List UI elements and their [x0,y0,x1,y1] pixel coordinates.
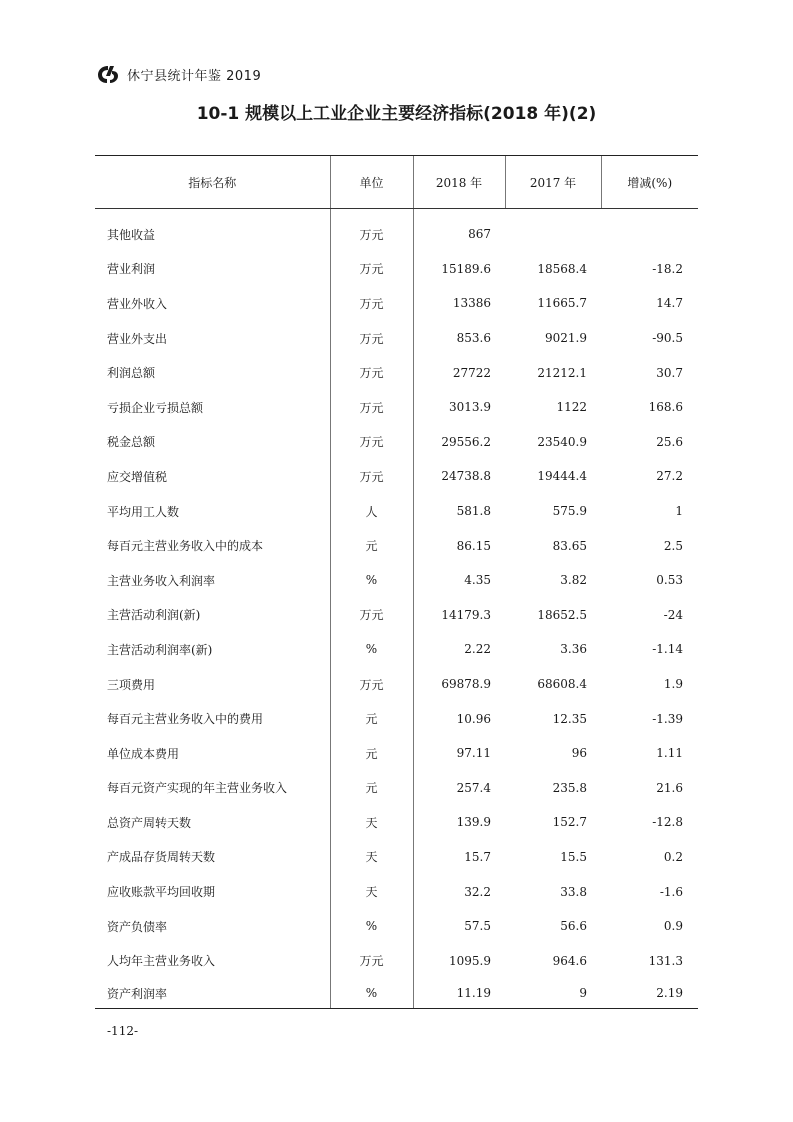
value-2017: 235.8 [552,780,587,795]
change-percent: 0.2 [663,849,683,864]
table-row [95,425,698,460]
table-row [95,909,698,944]
value-2018: 257.4 [456,780,491,795]
unit: % [330,909,413,944]
change-percent: 1 [675,504,683,519]
unit: 万元 [330,943,413,978]
unit: 元 [330,528,413,563]
unit: 万元 [330,355,413,390]
value-2017 [505,209,601,252]
unit: 万元 [330,425,413,460]
table-row [95,209,698,252]
unit: % [330,978,413,1008]
table-header-row [95,156,698,209]
book-title: 休宁县统计年鉴 2019 [127,68,262,84]
table-row [95,874,698,909]
table-row [95,805,698,840]
value-2018: 853.6 [456,331,491,346]
change-percent: 0.9 [663,919,683,934]
table-row [95,771,698,806]
page-number: -112- [107,1024,139,1038]
change-percent [601,209,698,252]
indicator-name: 平均用工人数 [107,504,180,519]
unit: 万元 [330,209,413,252]
column-header-2018: 2018 年 [413,156,505,209]
indicator-name: 应收账款平均回收期 [107,885,216,900]
table-row [95,355,698,390]
value-2017: 56.6 [560,919,587,934]
value-2018: 867 [468,227,491,242]
table-row [95,598,698,633]
value-2017: 83.65 [552,538,587,553]
value-2017: 19444.4 [537,469,587,484]
table-row [95,390,698,425]
value-2017: 152.7 [552,815,587,830]
table-row [95,252,698,287]
table-row [95,736,698,771]
page-header [95,62,261,86]
table-row [95,840,698,875]
indicator-name: 三项费用 [107,677,156,692]
value-2017: 21212.1 [537,365,587,380]
table-row [95,978,698,1008]
value-2018: 29556.2 [441,434,491,449]
value-2018: 14179.3 [441,607,491,622]
indicator-name: 主营活动利润率(新) [107,642,213,657]
unit: 万元 [330,598,413,633]
column-header-change: 增减(%) [601,156,698,209]
table-row [95,321,698,356]
value-2017: 11665.7 [537,296,587,311]
table-body [95,209,698,1009]
change-percent: 2.19 [656,986,683,1001]
value-2018: 1095.9 [449,953,491,968]
value-2018: 11.19 [456,986,491,1001]
indicator-name: 营业外收入 [107,296,168,311]
value-2018: 2.22 [464,642,491,657]
table-row [95,494,698,529]
column-header-2017: 2017 年 [505,156,601,209]
unit: 万元 [330,252,413,287]
table-row [95,563,698,598]
table-row [95,632,698,667]
value-2018: 581.8 [456,504,491,519]
indicator-name: 应交增值税 [107,469,168,484]
value-2017: 9 [579,986,587,1001]
change-percent: 21.6 [656,780,683,795]
change-percent: 14.7 [656,296,683,311]
unit: % [330,632,413,667]
value-2018: 139.9 [456,815,491,830]
indicator-name: 单位成本费用 [107,746,180,761]
table-row [95,528,698,563]
indicator-name: 亏损企业亏损总额 [107,400,204,415]
value-2018: 4.35 [464,573,491,588]
value-2018: 15.7 [464,849,491,864]
indicator-name: 其他收益 [107,227,156,242]
indicator-name: 每百元主营业务收入中的费用 [107,712,264,727]
indicator-name: 营业利润 [107,262,156,277]
value-2017: 33.8 [560,884,587,899]
value-2018: 86.15 [456,538,491,553]
value-2017: 3.82 [560,573,587,588]
value-2017: 68608.4 [537,677,587,692]
value-2018: 10.96 [456,711,491,726]
unit: % [330,563,413,598]
value-2017: 9021.9 [545,331,587,346]
indicator-name: 人均年主营业务收入 [107,954,216,969]
value-2018: 3013.9 [449,400,491,415]
unit: 万元 [330,286,413,321]
value-2017: 18652.5 [537,607,587,622]
column-header-indicator: 指标名称 [95,156,330,209]
unit: 万元 [330,321,413,356]
value-2017: 23540.9 [537,434,587,449]
value-2017: 12.35 [552,711,587,726]
column-header-unit: 单位 [330,156,413,209]
indicator-name: 主营业务收入利润率 [107,573,216,588]
change-percent: 131.3 [648,953,683,968]
change-percent: 1.9 [663,677,683,692]
indicator-name: 每百元主营业务收入中的成本 [107,539,264,554]
value-2017: 3.36 [560,642,587,657]
unit: 天 [330,805,413,840]
change-percent: 27.2 [656,469,683,484]
unit: 元 [330,771,413,806]
value-2017: 575.9 [552,504,587,519]
table-row [95,943,698,978]
change-percent: -90.5 [652,331,683,346]
value-2017: 18568.4 [537,261,587,276]
value-2018: 32.2 [464,884,491,899]
change-percent: -18.2 [652,261,683,276]
unit: 万元 [330,390,413,425]
table-row [95,459,698,494]
table-row [95,667,698,702]
unit: 天 [330,874,413,909]
change-percent: -1.39 [652,711,683,726]
change-percent: -12.8 [652,815,683,830]
unit: 万元 [330,667,413,702]
change-percent: -1.6 [659,884,683,899]
indicator-name: 营业外支出 [107,331,168,346]
value-2018: 69878.9 [441,677,491,692]
table-row [95,701,698,736]
value-2018: 24738.8 [441,469,491,484]
table-title: 10-1 规模以上工业企业主要经济指标(2018 年)(2) [196,104,597,124]
unit: 万元 [330,459,413,494]
indicator-name: 资产利润率 [107,986,168,1001]
unit: 天 [330,840,413,875]
unit: 元 [330,736,413,771]
value-2018: 15189.6 [441,261,491,276]
value-2018: 57.5 [464,919,491,934]
unit: 人 [330,494,413,529]
value-2017: 964.6 [552,953,587,968]
value-2018: 13386 [452,296,491,311]
change-percent: 30.7 [656,365,683,380]
value-2017: 96 [571,746,587,761]
indicator-name: 产成品存货周转天数 [107,850,216,865]
change-percent: 168.6 [648,400,683,415]
indicator-name: 利润总额 [107,366,156,381]
change-percent: 25.6 [656,434,683,449]
indicator-name: 资产负债率 [107,919,168,934]
value-2017: 15.5 [560,849,587,864]
change-percent: 1.11 [656,746,683,761]
change-percent: -24 [663,607,683,622]
indicator-name: 税金总额 [107,435,156,450]
yearbook-logo-icon [95,63,121,85]
indicator-name: 主营活动利润(新) [107,608,201,623]
value-2017: 1122 [556,400,587,415]
change-percent: 2.5 [663,538,683,553]
indicator-name: 总资产周转天数 [107,815,192,830]
value-2018: 27722 [452,365,491,380]
table-row [95,286,698,321]
value-2018: 97.11 [456,746,491,761]
change-percent: -1.14 [652,642,683,657]
unit: 元 [330,701,413,736]
indicator-name: 每百元资产实现的年主营业务收入 [107,781,288,796]
indicator-table [95,155,698,1009]
change-percent: 0.53 [656,573,683,588]
